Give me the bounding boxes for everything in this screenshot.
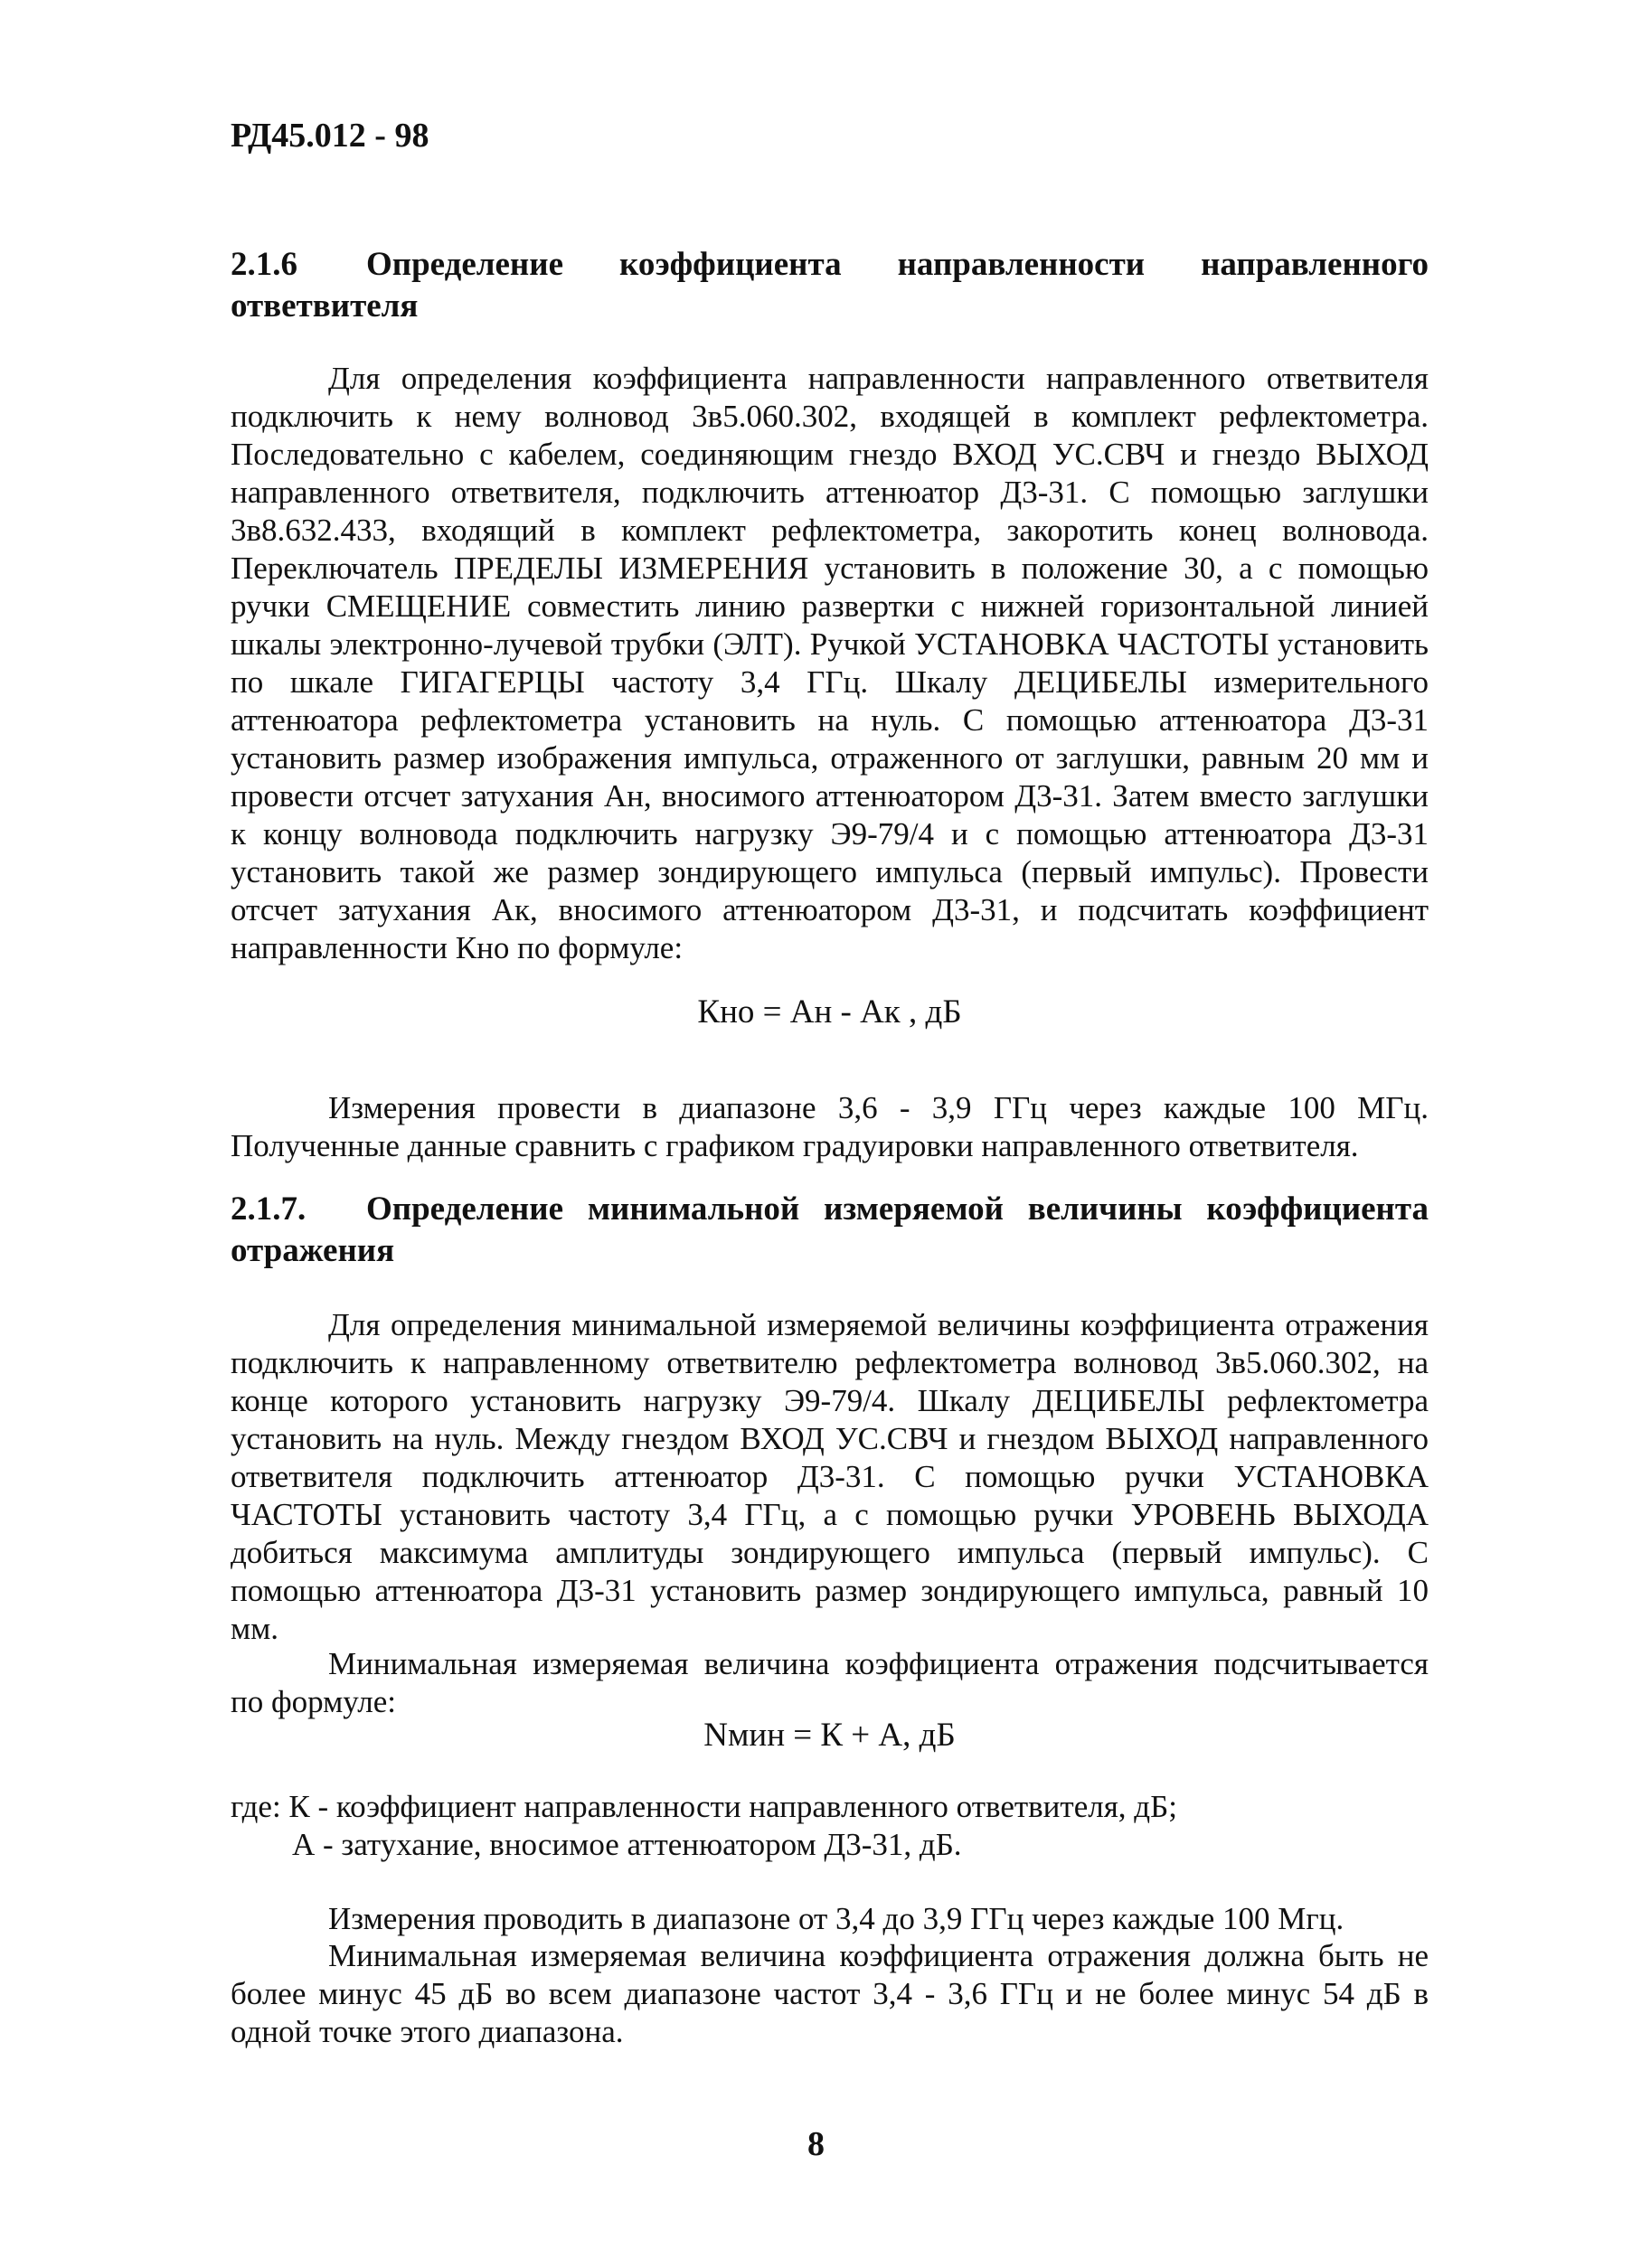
formula-legend-a: А - затухание, вносимое аттенюатором Д3-31, дБ. bbox=[292, 1827, 962, 1862]
section-2-1-6-title-continued: ответвителя bbox=[231, 287, 419, 325]
section-2-1-7-heading bbox=[231, 1189, 1429, 1272]
formula-legend-k: где: К - коэффициент направленности направленного ответвителя, дБ; bbox=[231, 1789, 1177, 1824]
section-2-1-7-paragraph-4: Минимальная измеряемая величина коэффициента отражения должна быть не более минус 45 дБ во всем диапазоне частот 3,4 - 3,6 ГГц и не более минус 54 дБ в одной точке этого диапазона. bbox=[231, 1938, 1429, 2049]
document-code: РД45.012 - 98 bbox=[231, 117, 429, 155]
section-2-1-7-number: 2.1.7. bbox=[231, 1190, 307, 1228]
section-2-1-7-title-continued: отражения bbox=[231, 1232, 395, 1269]
section-2-1-6-number: 2.1.6 bbox=[231, 246, 297, 283]
section-2-1-7-paragraph-2: Минимальная измеряемая величина коэффициента отражения подсчитывается по формуле: bbox=[231, 1646, 1429, 1719]
section-2-1-7-heading-line1 bbox=[231, 1189, 1429, 1230]
section-2-1-6-heading bbox=[231, 244, 1429, 327]
section-2-1-7-paragraph-3: Измерения проводить в диапазоне от 3,4 до 3,9 ГГц через каждые 100 Мгц. bbox=[328, 1901, 1344, 1936]
section-2-1-6-heading-line1 bbox=[231, 244, 1429, 286]
page-number: 8 bbox=[807, 2125, 825, 2163]
section-2-1-6-paragraph-2: Измерения провести в диапазоне 3,6 - 3,9 ГГц через каждые 100 МГц. Полученные данные сравнить с графиком градуировки направленного ответвителя. bbox=[231, 1090, 1429, 1163]
kno-formula: Кно = Ан - Ак , дБ bbox=[697, 993, 962, 1030]
section-2-1-6-title: Определение коэффициента направленности направленного bbox=[366, 246, 1429, 283]
nmin-formula: Nмин = К + А, дБ bbox=[703, 1717, 956, 1754]
section-2-1-7-paragraph-1: Для определения минимальной измеряемой величины коэффициента отражения подключить к направленному ответвителю рефлектометра волновод 3в5.060.302, на конце которого установить нагрузку Э9-79/4. Шкалу ДЕЦИБЕЛЫ рефлектометра установить на нуль. Между гнездом ВХОД УС.СВЧ и гнездом ВЫХОД направленного ответвителя подключить аттенюатор Д3-31. С помощью ручки УСТАНОВКА ЧАСТОТЫ установить частоту 3,4 ГГц, а с помощью ручки УРОВЕНЬ ВЫХОДА добиться максимума амплитуды зондирующего импульса (первый импульс). С помощью аттенюатора Д3-31 установить размер зондирующего импульса, равный 10 мм. bbox=[231, 1307, 1429, 1646]
section-2-1-7-title: Определение минимальной измеряемой величины коэффициента bbox=[366, 1190, 1429, 1228]
section-2-1-6-paragraph-1: Для определения коэффициента направленности направленного ответвителя подключить к нему волновод 3в5.060.302, входящей в комплект рефлектометра. Последовательно с кабелем, соединяющим гнездо ВХОД УС.СВЧ и гнездо ВЫХОД направленного ответвителя, подключить аттенюатор Д3-31. С помощью заглушки 3в8.632.433, входящий в комплект рефлектометра, закоротить конец волновода. Переключатель ПРЕДЕЛЫ ИЗМЕРЕНИЯ установить в положение 30, а с помощью ручки СМЕЩЕНИЕ совместить линию развертки с нижней горизонтальной линией шкалы электронно-лучевой трубки (ЭЛТ). Ручкой УСТАНОВКА ЧАСТОТЫ установить по шкале ГИГАГЕРЦЫ частоту 3,4 ГГц. Шкалу ДЕЦИБЕЛЫ измерительного аттенюатора рефлектометра установить на нуль. С помощью аттенюатора Д3-31 установить размер изображения импульса, отраженного от заглушки, равным 20 мм и провести отсчет затухания Ан, вносимого аттенюатором Д3-31. Затем вместо заглушки к концу волновода подключить нагрузку Э9-79/4 и с помощью аттенюатора Д3-31 установить такой же размер зондирующего импульса (первый импульс). Провести отсчет затухания Ак, вносимого аттенюатором Д3-31, и подсчитать коэффициент направленности Кно по формуле: bbox=[231, 361, 1429, 965]
